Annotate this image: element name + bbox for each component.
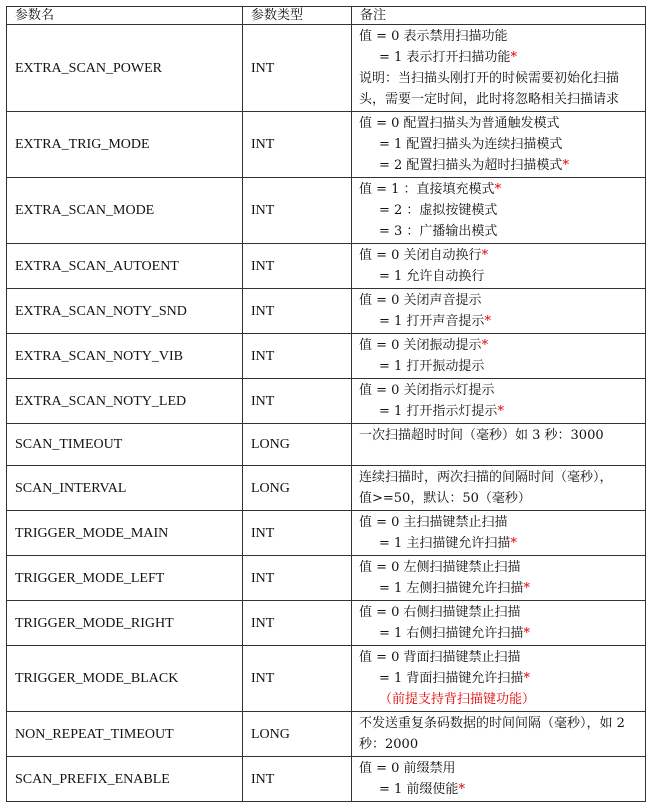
remark-line: 值>=50，默认：50（毫秒） (359, 491, 531, 506)
remark-line: = 1 允许自动换行 (379, 269, 485, 284)
remark-line: = 1 表示打开扫描功能* (379, 50, 517, 65)
param-type: INT (243, 646, 352, 712)
remark-line: 值 = 0 关闭指示灯提示 (359, 383, 495, 398)
table-row (7, 244, 646, 289)
param-remark (352, 289, 646, 334)
param-name: TRIGGER_MODE_LEFT (7, 556, 243, 601)
param-type: LONG (243, 712, 352, 757)
remark-line: 值 = 0 主扫描键禁止扫描 (359, 515, 508, 530)
param-name: EXTRA_SCAN_NOTY_SND (7, 289, 243, 334)
remark-line: = 1 打开振动提示 (379, 359, 485, 374)
remark-line: 值 = 0 关闭自动换行* (359, 248, 489, 263)
remark-line: 值 = 0 关闭振动提示* (359, 338, 489, 353)
param-name: EXTRA_TRIG_MODE (7, 112, 243, 178)
remark-line: = 2 配置扫描头为超时扫描模式* (379, 158, 569, 173)
default-star-mark: * (458, 782, 465, 797)
remark-line: 值 = 0 右侧扫描键禁止扫描 (359, 605, 521, 620)
remark-line: 头，需要一定时间，此时将忽略相关扫描请求 (359, 92, 620, 107)
param-remark (352, 757, 646, 802)
param-type: INT (243, 556, 352, 601)
default-star-mark: * (523, 626, 530, 641)
remark-line: 值 = 0 配置扫描头为普通触发模式 (359, 116, 560, 131)
table-row (7, 334, 646, 379)
remark-line: 秒：2000 (359, 737, 419, 752)
default-star-mark: * (523, 671, 530, 686)
remark-line: 不发送重复条码数据的时间间隔（毫秒），如 2 (359, 716, 625, 731)
param-remark (352, 112, 646, 178)
param-remark (352, 646, 646, 712)
default-star-mark: * (510, 50, 517, 65)
table-row (7, 289, 646, 334)
remark-line: = 1 前缀使能* (379, 782, 465, 797)
param-remark (352, 379, 646, 424)
param-remark (352, 601, 646, 646)
param-type: LONG (243, 466, 352, 511)
parameter-table (6, 6, 646, 802)
remark-line: = 1 打开声音提示* (379, 314, 491, 329)
param-type: INT (243, 334, 352, 379)
param-remark (352, 178, 646, 244)
default-star-mark: * (481, 248, 489, 263)
default-star-mark: * (510, 536, 517, 551)
param-name: TRIGGER_MODE_RIGHT (7, 601, 243, 646)
table-row (7, 511, 646, 556)
default-star-mark: * (497, 404, 504, 419)
param-name: EXTRA_SCAN_POWER (7, 25, 243, 112)
remark-line: = 1 背面扫描键允许扫描* (379, 671, 530, 686)
table-row (7, 178, 646, 244)
param-name: TRIGGER_MODE_MAIN (7, 511, 243, 556)
table-row (7, 757, 646, 802)
table-row (7, 112, 646, 178)
header-row (7, 7, 646, 25)
param-name: SCAN_PREFIX_ENABLE (7, 757, 243, 802)
param-remark (352, 466, 646, 511)
table-row (7, 712, 646, 757)
remark-line: 值 = 0 背面扫描键禁止扫描 (359, 650, 521, 665)
remark-line: 值 = 0 前缀禁用 (359, 761, 456, 776)
param-name: SCAN_TIMEOUT (7, 424, 243, 466)
remark-line: 值 = 0 表示禁用扫描功能 (359, 29, 508, 44)
param-name: NON_REPEAT_TIMEOUT (7, 712, 243, 757)
param-type: INT (243, 112, 352, 178)
param-type: INT (243, 244, 352, 289)
param-type: INT (243, 178, 352, 244)
remark-line: = 1 左侧扫描键允许扫描* (379, 581, 530, 596)
table-row (7, 379, 646, 424)
default-star-mark: * (481, 338, 489, 353)
table-row (7, 466, 646, 511)
remark-line: = 1 主扫描键允许扫描* (379, 536, 517, 551)
header-remarks: 备注 (352, 7, 646, 25)
remark-line: 一次扫描超时时间（毫秒）如 3 秒：3000 (359, 428, 604, 443)
param-name: SCAN_INTERVAL (7, 466, 243, 511)
remark-line: = 1 配置扫描头为连续扫描模式 (379, 137, 563, 152)
default-star-mark: * (523, 581, 530, 596)
param-type: LONG (243, 424, 352, 466)
remark-line: 连续扫描时，两次扫描的间隔时间（毫秒）， (359, 470, 613, 485)
remark-line: = 2 ：虚拟按键模式 (379, 203, 498, 218)
default-star-mark: * (484, 314, 491, 329)
param-name: TRIGGER_MODE_BLACK (7, 646, 243, 712)
remark-line: = 1 右侧扫描键允许扫描* (379, 626, 530, 641)
remark-line: = 1 打开指示灯提示* (379, 404, 504, 419)
param-remark (352, 712, 646, 757)
param-type: INT (243, 379, 352, 424)
remark-line: （前提支持背扫描键功能） (379, 692, 536, 707)
param-remark (352, 25, 646, 112)
table-row (7, 601, 646, 646)
param-remark (352, 244, 646, 289)
param-type: INT (243, 25, 352, 112)
param-type: INT (243, 757, 352, 802)
param-remark (352, 334, 646, 379)
param-type: INT (243, 511, 352, 556)
remark-line: 值 = 0 左侧扫描键禁止扫描 (359, 560, 521, 575)
param-name: EXTRA_SCAN_NOTY_LED (7, 379, 243, 424)
remark-line: 说明：当扫描头刚打开的时候需要初始化扫描 (359, 71, 620, 86)
table-row (7, 556, 646, 601)
table-row (7, 424, 646, 466)
default-star-mark: * (494, 182, 502, 197)
param-type: INT (243, 601, 352, 646)
header-param-type: 参数类型 (243, 7, 352, 25)
param-name: EXTRA_SCAN_NOTY_VIB (7, 334, 243, 379)
param-remark (352, 556, 646, 601)
param-name: EXTRA_SCAN_MODE (7, 178, 243, 244)
param-type: INT (243, 289, 352, 334)
param-remark (352, 511, 646, 556)
remark-line: = 3 ：广播输出模式 (379, 224, 498, 239)
table-row (7, 25, 646, 112)
default-star-mark: * (562, 158, 569, 173)
remark-line: 值 = 0 关闭声音提示 (359, 293, 482, 308)
remark-line: 值 = 1 ：直接填充模式* (359, 182, 502, 197)
header-param-name: 参数名 (7, 7, 243, 25)
param-remark (352, 424, 646, 466)
param-name: EXTRA_SCAN_AUTOENT (7, 244, 243, 289)
table-row (7, 646, 646, 712)
